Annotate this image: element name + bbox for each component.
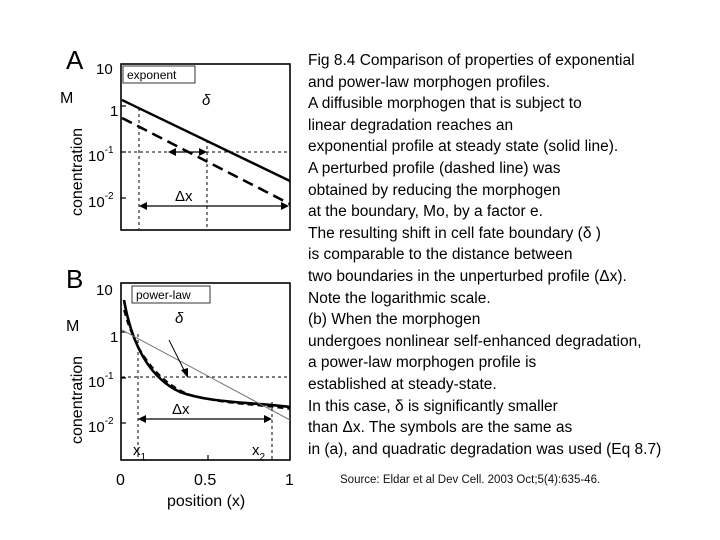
panel-b-ylabel: conentration (69, 355, 86, 444)
panel-b-ytick-3: $10^{-2}$ (88, 416, 114, 436)
panel-a-ytick-1: 1 (110, 103, 119, 120)
panel-b-letter: B (66, 264, 84, 294)
panel-b-x2-label: $x_2$ (252, 442, 266, 463)
panel-b-solid-curve (124, 300, 290, 407)
panel-b-reference-line (122, 330, 290, 420)
caption-line: exponential profile at steady state (solid line). (308, 138, 619, 156)
caption-line: established at steady-state. (308, 375, 497, 393)
caption-line: and power-law morphogen profiles. (308, 73, 551, 91)
caption-line: than Δx. The symbols are the same as (308, 419, 573, 437)
panel-a-legend: exponent (127, 68, 177, 82)
panel-a-ylabel: conentration (69, 127, 86, 216)
panel-b-delta-label: δ (175, 310, 184, 327)
panel-b-ytick-2: $10^{-1}$ (88, 371, 114, 391)
panel-a (66, 45, 290, 230)
panel-b-dx-label: Δx (172, 401, 190, 418)
panel-a-letter: A (66, 45, 84, 75)
caption-line: A diffusible morphogen that is subject to (308, 95, 582, 113)
panel-b (66, 264, 294, 510)
caption-line: Note the logarithmic scale. (308, 289, 491, 307)
figure-caption (308, 50, 720, 460)
panel-a-ytick-3: $10^{-2}$ (88, 191, 114, 211)
source-citation: Source: Eldar et al Dev Cell. 2003 Oct;5(4):635-46. (340, 474, 601, 486)
caption-line: undergoes nonlinear self-enhanced degradation, (308, 332, 642, 350)
panel-b-xtick-1: 0.5 (194, 472, 217, 489)
panel-a-solid-curve (122, 100, 290, 181)
panel-b-xtick-0: 0 (116, 472, 125, 489)
caption-line: (b) When the morphogen (308, 311, 481, 329)
panel-b-xlabel: position (x) (167, 493, 246, 510)
caption-line: In this case, δ is significantly smaller (308, 397, 558, 415)
panel-a-dashed-curve (122, 118, 290, 204)
caption-line: A perturbed profile (dashed line) was (308, 159, 561, 177)
panel-b-axes (121, 283, 290, 460)
caption-line: in (a), and quadratic degradation was used (Eq 8.7) (308, 440, 662, 458)
caption-line: two boundaries in the unperturbed profile (Δx). (308, 267, 627, 285)
panel-a-ytick-0: 10 (96, 61, 113, 78)
caption-line: linear degradation reaches an (308, 116, 514, 134)
caption-line: at the boundary, Mo, by a factor e. (308, 203, 543, 221)
panel-a-dx-label: Δx (175, 188, 193, 205)
panel-b-x1-label: $x_1$ (133, 442, 147, 463)
caption-line: The resulting shift in cell fate boundary (δ ) (308, 224, 601, 242)
panel-b-xtick-2: 1 (285, 472, 294, 489)
caption-line: Fig 8.4 Comparison of properties of exponential (308, 52, 635, 69)
panel-b-dashed-curve (124, 310, 290, 409)
panel-b-legend: power-law (136, 288, 191, 302)
caption-line: obtained by reducing the morphogen (308, 181, 561, 199)
caption-line: is comparable to the distance between (308, 246, 573, 264)
panel-b-side-label: M (66, 318, 80, 335)
panel-a-delta-label: δ (202, 92, 211, 109)
panel-a-side-label: M (60, 90, 74, 107)
panel-a-ytick-2: $10^{-1}$ (88, 145, 114, 165)
figure-panels (0, 0, 300, 520)
caption-line: a power-law morphogen profile is (308, 354, 537, 372)
panel-b-ytick-1: 1 (110, 329, 119, 346)
panel-b-ytick-0: 10 (96, 282, 113, 299)
